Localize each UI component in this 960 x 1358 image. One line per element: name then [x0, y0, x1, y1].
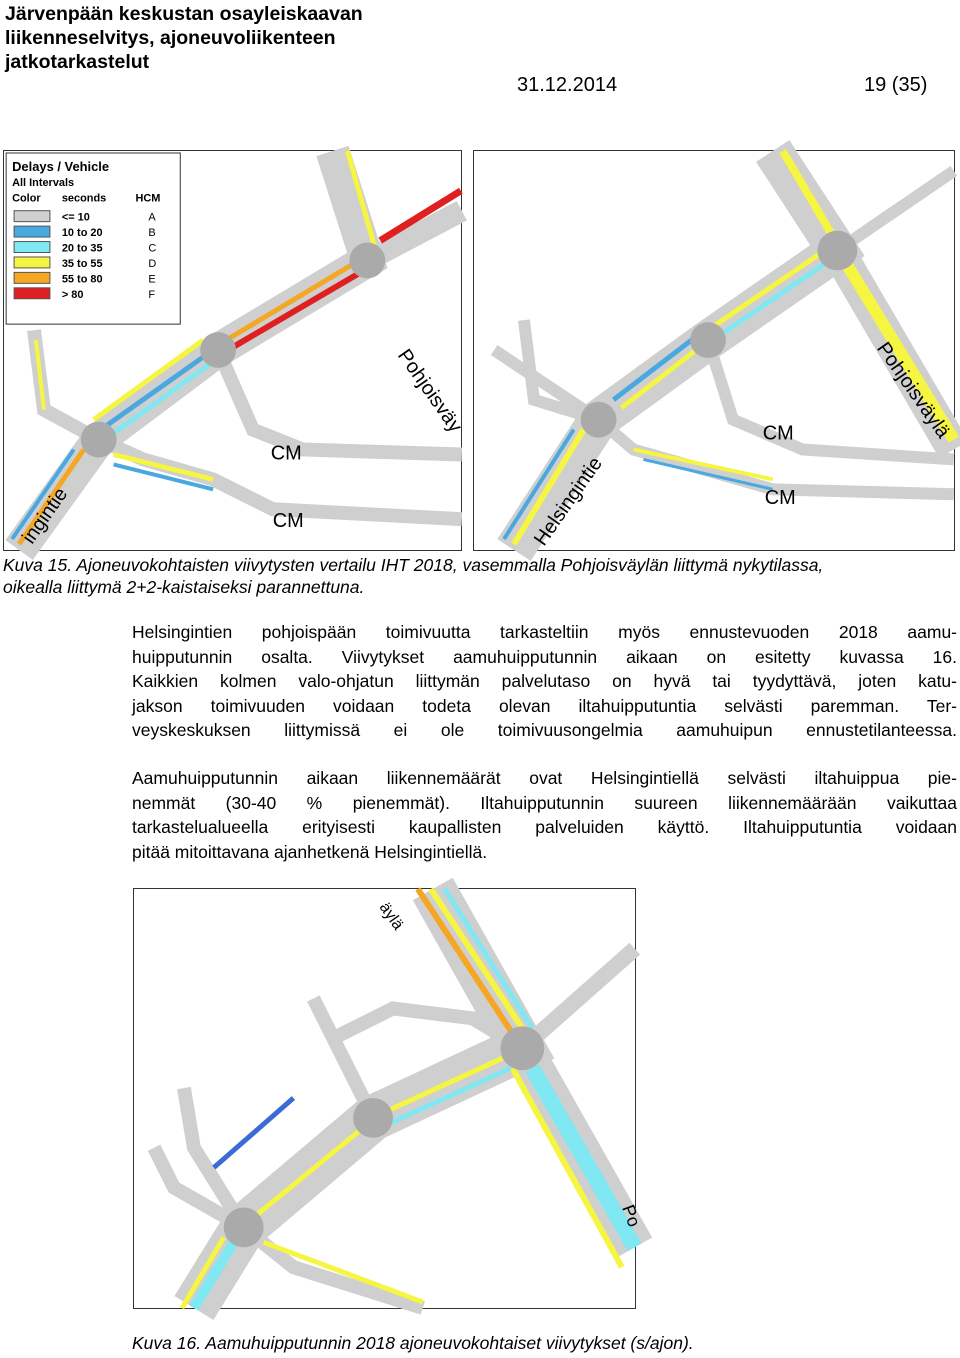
legend-subtitle: All Intervals — [12, 176, 75, 189]
legend-title: Delays / Vehicle — [12, 158, 110, 174]
map-improved-street-label-south: Helsingintie — [529, 453, 607, 550]
figure-15-caption — [3, 554, 823, 598]
legend-col-seconds: seconds — [61, 192, 107, 205]
map-improved-cm-label-2: CM — [764, 487, 796, 510]
legend-swatch — [14, 226, 50, 237]
paragraph-2-line-3: tarkastelualueella erityisesti kaupallisten palveluiden käyttö. Iltahuipputuntia voidaan — [132, 817, 957, 837]
legend-seconds-label: > 80 — [61, 288, 84, 301]
legend-hcm-label: E — [148, 273, 156, 286]
legend-col-color: Color — [12, 192, 41, 205]
legend-swatch — [14, 211, 50, 222]
document-title-line-3: jatkotarkastelut — [5, 51, 150, 73]
legend-swatch — [14, 242, 50, 253]
paragraph-1-line-2: huipputunnin osalta. Viivytykset aamuhuipputunnin aikaan on esitetty kuvassa 16. — [132, 646, 957, 667]
map-improved-street-label-north: Pohjoisväylä — [872, 338, 955, 443]
map-improved-svg — [474, 151, 954, 550]
paragraph-2-line-2: nemmät (30-40 % pienemmät). Iltahuipputunnin suureen liikennemäärään vaikuttaa — [132, 792, 957, 813]
document-title-line-2: liikenneselvitys, ajoneuvoliikenteen — [5, 27, 336, 49]
legend-hcm-label: D — [148, 257, 157, 270]
paragraph-1-line-3: Kaikkien kolmen valo-ohjatun liittymän palvelutaso on hyvä tai tyydyttävä, joten katu- — [132, 671, 957, 691]
legend-swatch — [14, 272, 50, 283]
map-improved-cm-label-1: CM — [762, 422, 794, 445]
page-number: 19 (35) — [864, 74, 928, 96]
paragraph-1-line-1: Helsingintien pohjoispään toimivuutta tarkasteltiin myös ennustevuoden 2018 aamu- — [132, 622, 957, 642]
paragraph-1-line-4: jakson toimivuuden voidaan todeta olevan iltahuipputuntia selvästi paremman. Ter- — [132, 695, 957, 716]
body-paragraph-2 — [132, 766, 957, 864]
figure-16-caption: Kuva 16. Aamuhuipputunnin 2018 ajoneuvokohtaiset viivytykset (s/ajon). — [132, 1333, 694, 1353]
map-morning-peak-street-label-north: äylä — [375, 899, 407, 934]
legend-hcm-label: C — [148, 242, 157, 255]
map-current-street-label-north: Pohjoisväy — [393, 345, 467, 437]
map-improved-intersection — [473, 150, 955, 551]
paragraph-2-line-4: pitää mitoittavana ajanhetkenä Helsingintiellä. — [132, 841, 488, 862]
legend-col-hcm: HCM — [135, 192, 161, 205]
legend-seconds-label: 20 to 35 — [61, 242, 103, 255]
map-morning-peak-street-label-east: Po — [618, 1202, 645, 1230]
figure-15-caption-line-1: Kuva 15. Ajoneuvokohtaisten viivytysten vertailu IHT 2018, vasemmalla Pohjoisväylän liittymä nykytilassa, — [3, 555, 824, 575]
legend-seconds-label: 55 to 80 — [61, 273, 103, 286]
document-title-line-1: Järvenpään keskustan osayleiskaavan — [5, 3, 363, 25]
legend-hcm-label: F — [148, 288, 156, 301]
document-title — [5, 2, 525, 74]
map-current-cm-label-2: CM — [272, 510, 304, 533]
figure-15-caption-line-2: oikealla liittymä 2+2-kaistaiseksi parannettuna. — [3, 577, 365, 597]
map-current-svg — [4, 151, 467, 550]
legend-seconds-label: 10 to 20 — [61, 227, 103, 240]
paragraph-2-line-1: Aamuhuipputunnin aikaan liikennemäärät ovat Helsingintiellä selvästi iltahuippua pie- — [132, 768, 957, 788]
paragraph-1-line-5: veyskeskuksen liittymissä ei ole toimivuusongelmia aamuhuipun ennustetilanteessa. — [132, 720, 957, 740]
map-morning-peak — [133, 888, 645, 1309]
legend-hcm-label: A — [148, 211, 156, 224]
map-current-intersection — [3, 150, 467, 551]
document-date: 31.12.2014 — [517, 74, 618, 96]
legend-swatch — [14, 257, 50, 268]
body-paragraph-1 — [132, 620, 957, 743]
legend-hcm-label: B — [148, 227, 156, 240]
delay-legend — [6, 153, 180, 324]
map-current-cm-label-1: CM — [270, 442, 302, 465]
legend-seconds-label: <= 10 — [61, 211, 90, 224]
map-current-street-label-south: ingintie — [18, 483, 73, 548]
legend-seconds-label: 35 to 55 — [61, 257, 103, 270]
map-morning-peak-svg — [134, 889, 645, 1308]
legend-swatch — [14, 288, 50, 299]
